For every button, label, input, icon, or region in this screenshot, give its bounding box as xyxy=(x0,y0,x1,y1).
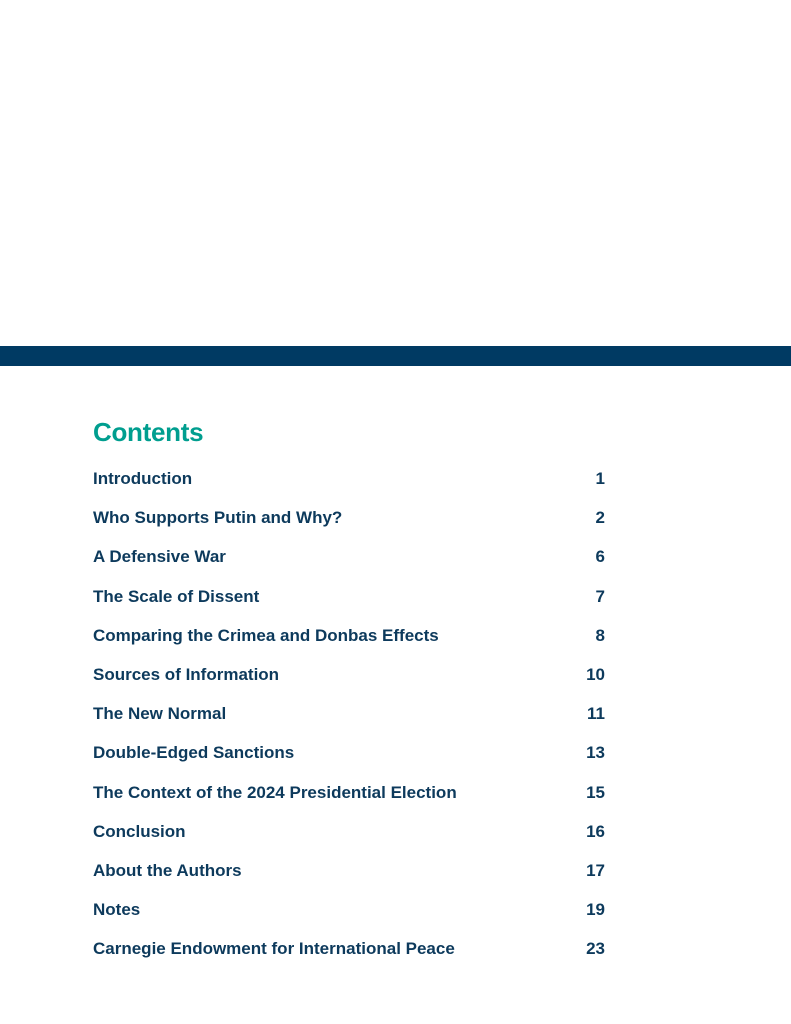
toc-entry-double-edged-sanctions[interactable] xyxy=(93,740,605,779)
table-of-contents xyxy=(93,466,605,975)
toc-entry-page: 1 xyxy=(595,469,605,488)
toc-entry-label: The New Normal xyxy=(93,704,227,724)
header-band xyxy=(0,346,791,366)
toc-entry-label: Introduction xyxy=(93,469,193,488)
toc-entry-page: 16 xyxy=(586,821,605,841)
toc-entry-label: The Context of the 2024 Presidential Election xyxy=(93,782,457,802)
toc-entry-label: Conclusion xyxy=(93,821,186,841)
toc-entry-who-supports-putin[interactable] xyxy=(93,505,605,544)
toc-entry-page: 7 xyxy=(595,586,605,606)
toc-entry-page: 2 xyxy=(595,508,605,528)
toc-entry-presidential-election[interactable] xyxy=(93,780,605,819)
toc-entry-label: Comparing the Crimea and Donbas Effects xyxy=(93,625,439,645)
toc-entry-conclusion[interactable] xyxy=(93,819,605,858)
toc-entry-label: Double-Edged Sanctions xyxy=(93,743,295,763)
toc-entry-introduction[interactable] xyxy=(93,466,605,505)
toc-entry-page: 10 xyxy=(586,664,605,684)
toc-entry-page: 11 xyxy=(587,704,605,724)
toc-entry-defensive-war[interactable] xyxy=(93,544,605,583)
toc-entry-page: 17 xyxy=(586,860,605,880)
toc-entry-notes[interactable] xyxy=(93,897,605,936)
toc-entry-page: 6 xyxy=(595,547,605,567)
toc-entry-about-the-authors[interactable] xyxy=(93,858,605,897)
toc-entry-label: Carnegie Endowment for International Peace xyxy=(93,939,455,959)
toc-entry-crimea-donbas[interactable] xyxy=(93,623,605,662)
toc-entry-page: 13 xyxy=(586,743,605,763)
toc-entry-carnegie-endowment[interactable] xyxy=(93,936,605,975)
toc-entry-sources-of-information[interactable] xyxy=(93,662,605,701)
contents-heading: Contents xyxy=(93,417,204,447)
toc-entry-label: Sources of Information xyxy=(93,664,280,684)
toc-entry-label: About the Authors xyxy=(93,860,242,880)
toc-entry-scale-of-dissent[interactable] xyxy=(93,584,605,623)
toc-entry-page: 8 xyxy=(595,625,605,645)
toc-entry-label: Notes xyxy=(93,900,141,920)
toc-entry-page: 19 xyxy=(586,900,605,920)
toc-entry-label: The Scale of Dissent xyxy=(93,586,260,606)
toc-entry-label: Who Supports Putin and Why? xyxy=(93,508,343,528)
toc-entry-label: A Defensive War xyxy=(93,547,226,567)
toc-entry-page: 15 xyxy=(586,782,605,802)
toc-entry-new-normal[interactable] xyxy=(93,701,605,740)
toc-entry-page: 23 xyxy=(586,939,605,959)
